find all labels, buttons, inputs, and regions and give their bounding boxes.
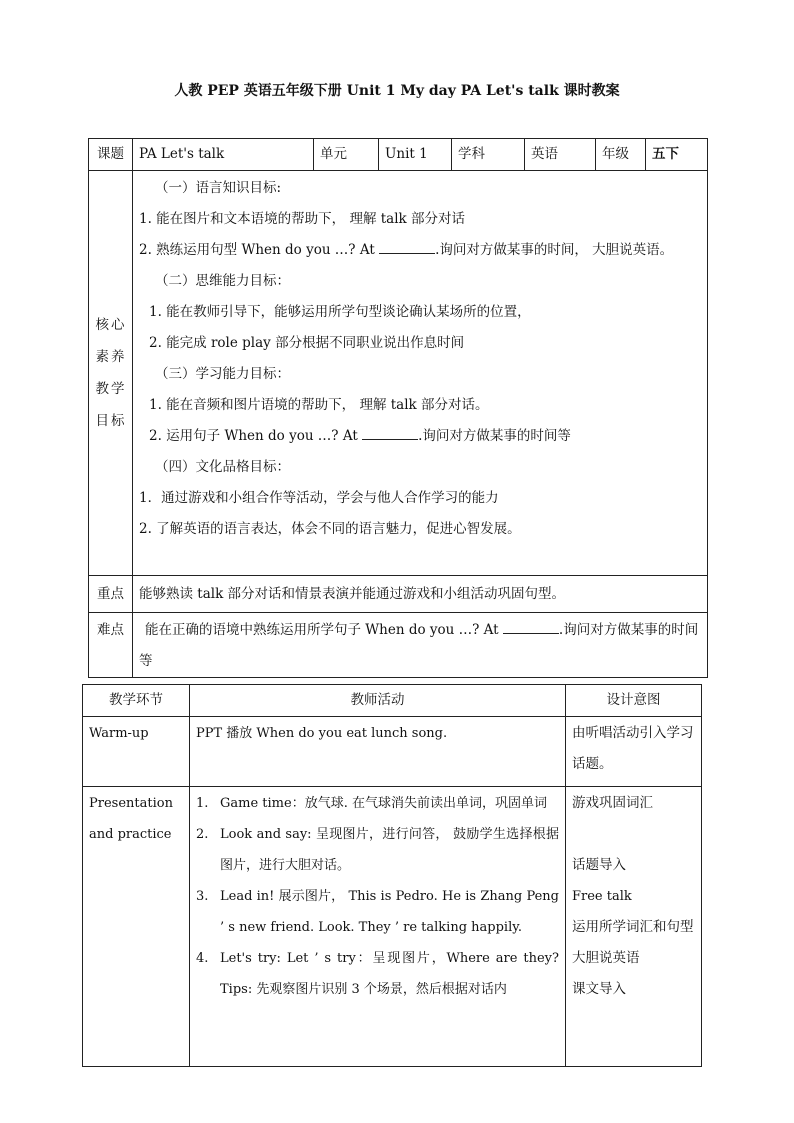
- purpose-item: 运用所学词汇和句型大胆说英语: [572, 919, 694, 966]
- purpose-item: Free talk: [572, 889, 632, 904]
- fill-blank: [379, 237, 435, 254]
- page-title: 人教 PEP 英语五年级下册 Unit 1 My day PA Let's talk 课时教案: [174, 83, 620, 99]
- goal-item: 2. 能完成 role play 部分根据不同职业说出作息时间: [149, 335, 465, 351]
- goal-item: 1. 能在图片和文本语境的帮助下， 理解 talk 部分对话: [139, 211, 466, 227]
- activity-item: 4. Let's try: Let ’ s try：呈现图片，Where are they? Tips: 先观察图片识别 3 个场景，然后根据对话内: [196, 951, 559, 997]
- goal-item: 2. 运用句子 When do you …? At .询问对方做某事的时间等: [139, 421, 701, 452]
- presentation-purposes: [566, 787, 702, 1067]
- unit-label: 单元: [314, 139, 379, 171]
- goal-item: 1．通过游戏和小组合作等活动，学会与他人合作学习的能力: [139, 490, 499, 506]
- goal-heading: （一）语言知识目标:: [155, 180, 282, 196]
- unit-value: Unit 1: [379, 139, 452, 171]
- key-label: 重点: [89, 576, 133, 613]
- topic-label: 课题: [89, 139, 133, 171]
- activity-item: 1. Game time：放气球. 在气球消失前读出单词，巩固单词: [196, 796, 547, 811]
- goals-content: [133, 171, 708, 576]
- goal-item: 1. 能在教师引导下，能够运用所学句型谈论确认某场所的位置，: [149, 304, 531, 320]
- goal-item: 2. 了解英语的语言表达，体会不同的语言魅力，促进心智发展。: [139, 521, 521, 537]
- fill-blank: [503, 617, 559, 634]
- lesson-info-table: [88, 138, 708, 678]
- warmup-stage: Warm-up: [83, 717, 190, 787]
- difficult-text: 能在正确的语境中熟练运用所学句子 When do you …? At .询问对方做某事的时间等: [133, 613, 708, 678]
- topic-value: PA Let's talk: [133, 139, 314, 171]
- purpose-item: 话题导入: [572, 857, 626, 873]
- presentation-stage: Presentation and practice: [83, 787, 190, 1067]
- grade-value: 五下: [646, 139, 708, 171]
- purpose-item: 游戏巩固词汇: [572, 795, 653, 811]
- activity-item: 2. Look and say: 呈现图片，进行问答， 鼓励学生选择根据图片，进行大胆对话。: [196, 827, 559, 873]
- warmup-activity: PPT 播放 When do you eat lunch song.: [190, 717, 566, 787]
- purpose-item: 课文导入: [572, 981, 626, 997]
- goals-label: [89, 171, 133, 576]
- fill-blank: [362, 423, 418, 440]
- goal-heading: （三）学习能力目标：: [155, 366, 290, 382]
- header-stage: 教学环节: [83, 685, 190, 717]
- teaching-plan-table: [82, 684, 702, 1067]
- presentation-activities: [190, 787, 566, 1067]
- goals-label-text: 核心素养教学目标: [95, 317, 127, 429]
- subject-value: 英语: [525, 139, 596, 171]
- goal-heading: （四）文化品格目标：: [155, 459, 290, 475]
- purpose-spacer: [572, 819, 695, 850]
- warmup-purpose: 由听唱活动引入学习话题。: [566, 717, 702, 787]
- difficult-label: 难点: [89, 613, 133, 678]
- goal-heading: （二）思维能力目标：: [155, 273, 290, 289]
- activity-item: 3. Lead in! 展示图片， This is Pedro. He is Zhang Peng ’ s new friend. Look. They ’ re talking happily.: [196, 889, 559, 935]
- grade-label: 年级: [596, 139, 646, 171]
- header-activity: 教师活动: [190, 685, 566, 717]
- goal-item: 2. 熟练运用句型 When do you …? At .询问对方做某事的时间， 大胆说英语。: [139, 235, 701, 266]
- key-text: 能够熟读 talk 部分对话和情景表演并能通过游戏和小组活动巩固句型。: [133, 576, 708, 613]
- goal-item: 1. 能在音频和图片语境的帮助下， 理解 talk 部分对话。: [149, 397, 489, 413]
- subject-label: 学科: [452, 139, 525, 171]
- header-purpose: 设计意图: [566, 685, 702, 717]
